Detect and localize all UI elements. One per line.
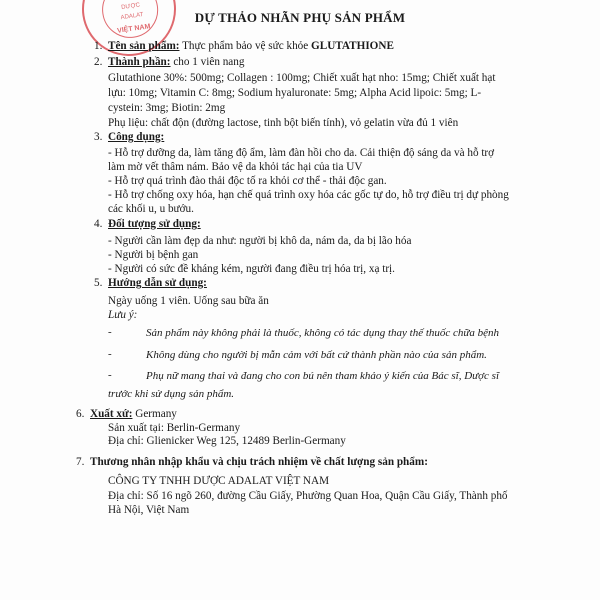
section-5-bullet-3-cont: trước khi sử dụng sản phẩm. [108, 388, 235, 400]
section-4-line-3: - Người có sức đề kháng kém, người đang điều trị hóa trị, xạ trị. [108, 263, 395, 275]
page-title: DỰ THẢO NHÃN PHỤ SẢN PHẨM [194, 10, 406, 25]
section-1-number: 1. [94, 40, 103, 52]
section-7-label: Thương nhân nhập khẩu và chịu trách nhiệm về chất lượng sản phẩm: [90, 456, 428, 468]
section-6-number: 6. [76, 408, 85, 420]
section-1-value: Thực phẩm bảo vệ sức khỏe [179, 40, 312, 52]
section-1-label: Tên sản phẩm: [108, 40, 180, 52]
section-4-number: 4. [94, 218, 103, 230]
section-2-line-1: Glutathione 30%: 500mg; Collagen : 100mg; Chiết xuất hạt nho: 15mg; Chiết xuất hạt [108, 72, 496, 84]
section-5-line-1: Ngày uống 1 viên. Uống sau bữa ăn [108, 295, 269, 307]
section-2-line-2: lựu: 10mg; Vitamin C: 8mg; Sodium hyaluronate: 5mg; Alpha Acid lipoic: 5mg; L- [108, 87, 482, 99]
section-6-label: Xuất xứ: [90, 408, 133, 420]
section-6-line-1: Sản xuất tại: Berlin-Germany [108, 422, 241, 434]
section-5-bullet-3: Phụ nữ mang thai và đang cho con bú nên tham khảo ý kiến của Bác sĩ, Dược sĩ [146, 370, 499, 382]
section-2-line-4: Phụ liệu: chất độn (đường lactose, tinh bột biến tính), vỏ gelatin vừa đủ 1 viên [108, 117, 459, 129]
section-6-value: Germany [132, 408, 177, 420]
bullet-dash-3: - [108, 369, 112, 381]
section-4-line-2: - Người bị bệnh gan [108, 249, 199, 261]
bullet-dash-1: - [108, 326, 112, 338]
section-5-bullet-1: Sản phẩm này không phải là thuốc, không có tác dụng thay thế thuốc chữa bệnh [146, 327, 500, 339]
section-3-label: Công dụng: [108, 131, 165, 143]
bullet-dash-2: - [108, 348, 112, 360]
section-7-line-3: Hà Nội, Việt Nam [108, 504, 190, 516]
stamp-line-4: ADALAT [120, 12, 144, 22]
section-3-number: 3. [94, 131, 103, 143]
stamp-line-3: DƯỢC [120, 2, 141, 12]
section-2-label: Thành phần: [108, 56, 171, 68]
section-5-label: Hướng dẫn sử dụng: [108, 277, 207, 289]
section-3-line-5: các khối u, u bướu. [108, 203, 194, 215]
section-2-line-3: cystein: 3mg; Biotin: 2mg [108, 102, 226, 114]
section-5-bullet-2: Không dùng cho người bị mẫn cảm với bất cứ thành phần nào của sản phẩm. [146, 349, 487, 361]
section-1-value-bold: GLUTATHIONE [311, 40, 394, 52]
stamp-line-5: VIỆT NAM [116, 23, 151, 35]
section-3-line-4: - Hỗ trợ chống oxy hóa, hạn chế quá trình oxy hóa các gốc tự do, hỗ trợ điều trị dự phòng [108, 189, 509, 201]
section-2-value: cho 1 viên nang [170, 56, 245, 68]
section-1-line [108, 40, 588, 54]
section-5-number: 5. [94, 277, 103, 289]
section-4-label: Đối tượng sử dụng: [108, 218, 201, 230]
section-6-line-2: Địa chỉ: Glienicker Weg 125, 12489 Berlin-Germany [108, 435, 346, 447]
section-2-line [108, 56, 588, 70]
section-3-line-2: làm mờ vết thâm nám. Bảo vệ da khỏi tác hại của tia UV [108, 161, 363, 173]
section-7-line-2: Địa chỉ: Số 16 ngõ 260, đường Cầu Giấy, Phường Quan Hoa, Quận Cầu Giấy, Thành phố [108, 490, 508, 502]
section-3-line-1: - Hỗ trợ dưỡng da, làm tăng độ ẩm, làm đàn hồi cho da. Cải thiện độ sáng da và hỗ trợ [108, 147, 495, 159]
section-4-line-1: - Người cần làm đẹp da như: người bị khô da, nám da, da bị lão hóa [108, 235, 412, 247]
section-7-line-1: CÔNG TY TNHH DƯỢC ADALAT VIỆT NAM [108, 475, 330, 487]
section-3-line-3: - Hỗ trợ quá trình đào thải độc tố ra khỏi cơ thể - thải độc gan. [108, 175, 387, 187]
section-6-line [90, 408, 570, 422]
section-7-number: 7. [76, 456, 85, 468]
section-5-note-label: Lưu ý: [108, 309, 138, 321]
section-2-number: 2. [94, 56, 103, 68]
